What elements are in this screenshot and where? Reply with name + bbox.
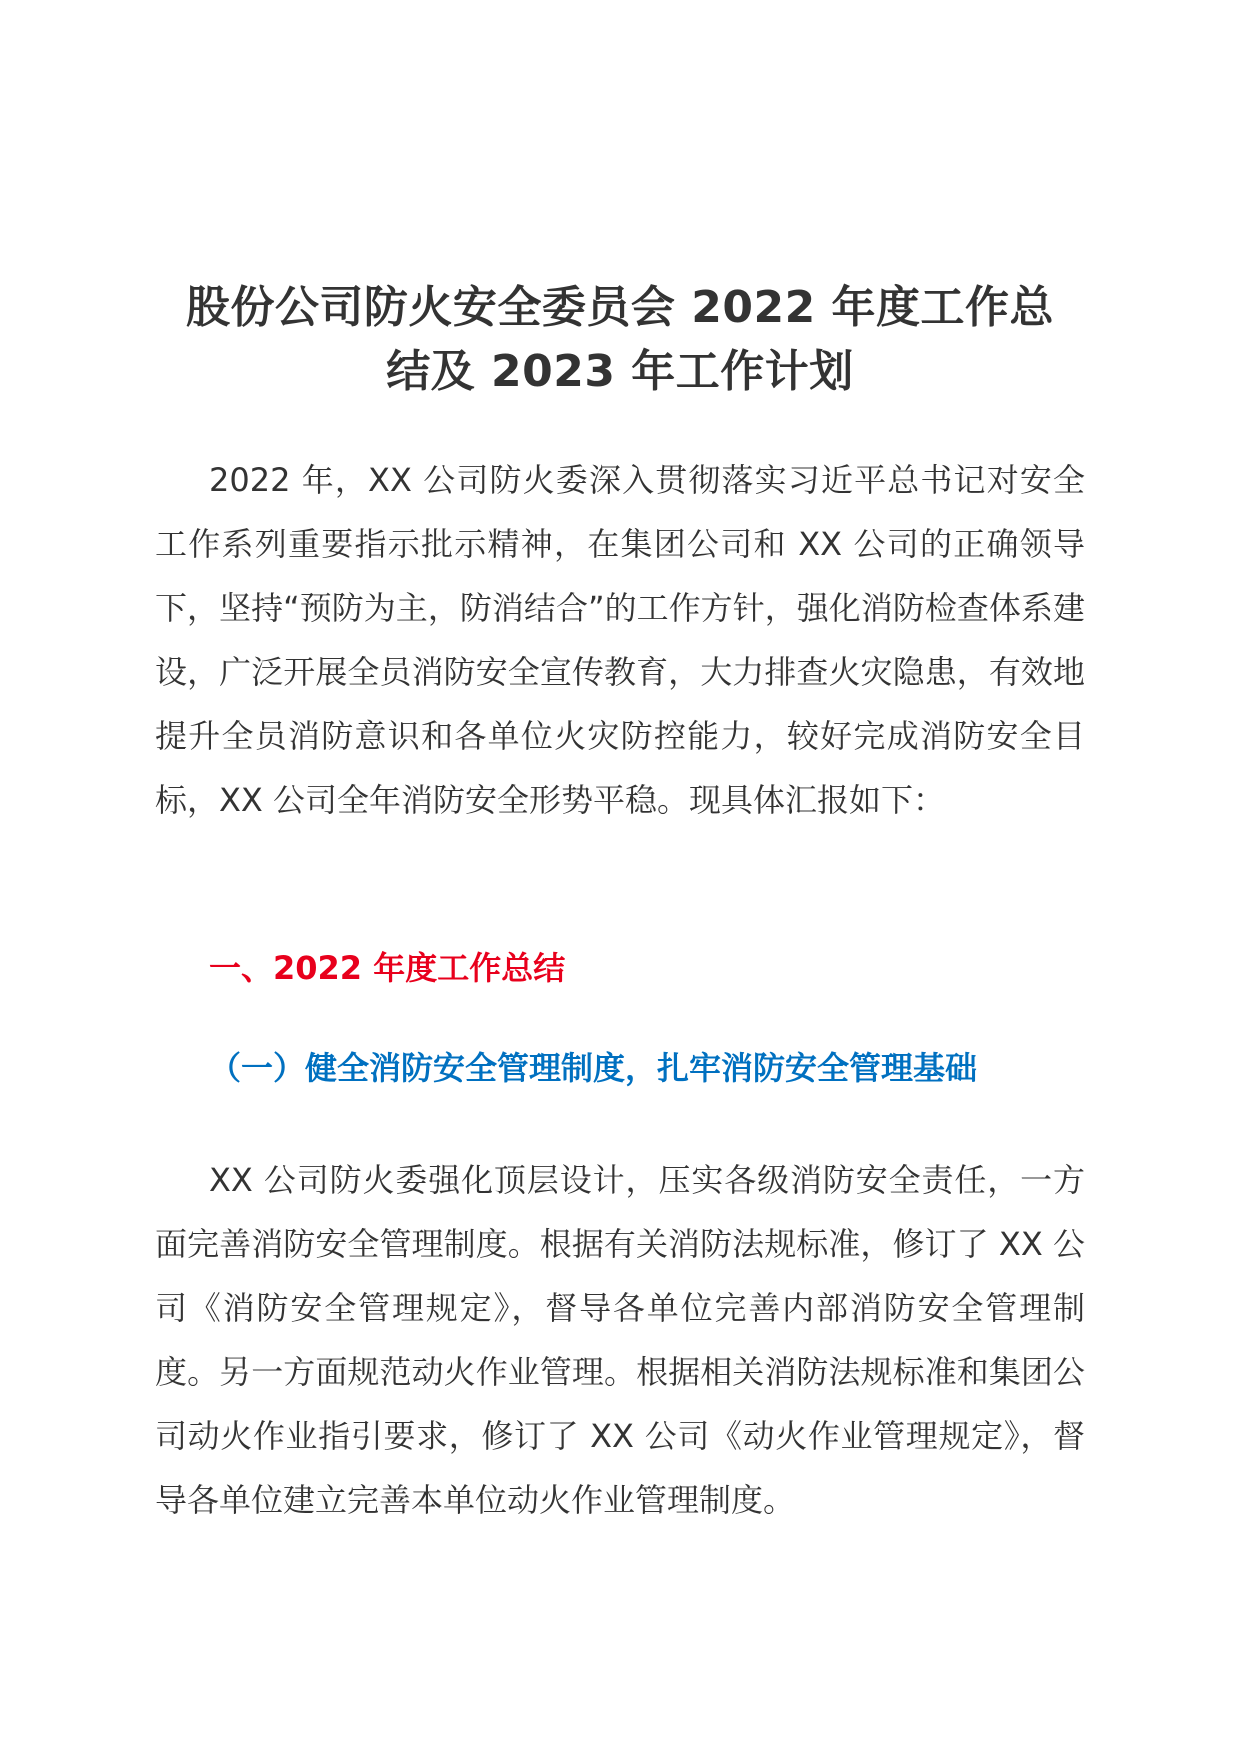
subsection-heading-fire-safety-system: （一）健全消防安全管理制度，扎牢消防安全管理基础 — [209, 1049, 978, 1087]
document-title-line-1: 股份公司防火安全委员会 2022 年度工作总 — [185, 282, 1055, 333]
document-title-line-2: 结及 2023 年工作计划 — [386, 346, 854, 397]
document-title — [155, 276, 1085, 404]
section-heading-2022-summary: 一、2022 年度工作总结 — [209, 949, 566, 987]
intro-paragraph: 2022 年，XX 公司防火委深入贯彻落实习近平总书记对安全工作系列重要指示批示精神，在集团公司和 XX 公司的正确领导下，坚持“预防为主，防消结合”的工作方针，强化消防检查体系建设，广泛开展全员消防安全宣传教育，大力排查火灾隐患，有效地提升全员消防意识和各单位火灾防控能力，较好完成消防安全目标，XX 公司全年消防安全形势平稳。现具体汇报如下： — [155, 461, 1085, 819]
subsection-paragraph: XX 公司防火委强化顶层设计，压实各级消防安全责任，一方面完善消防安全管理制度。根据有关消防法规标准，修订了 XX 公司《消防安全管理规定》，督导各单位完善内部消防安全管理制度。另一方面规范动火作业管理。根据相关消防法规标准和集团公司动火作业指引要求，修订了 XX 公司《动火作业管理规定》，督导各单位建立完善本单位动火作业管理制度。 — [155, 1161, 1085, 1519]
